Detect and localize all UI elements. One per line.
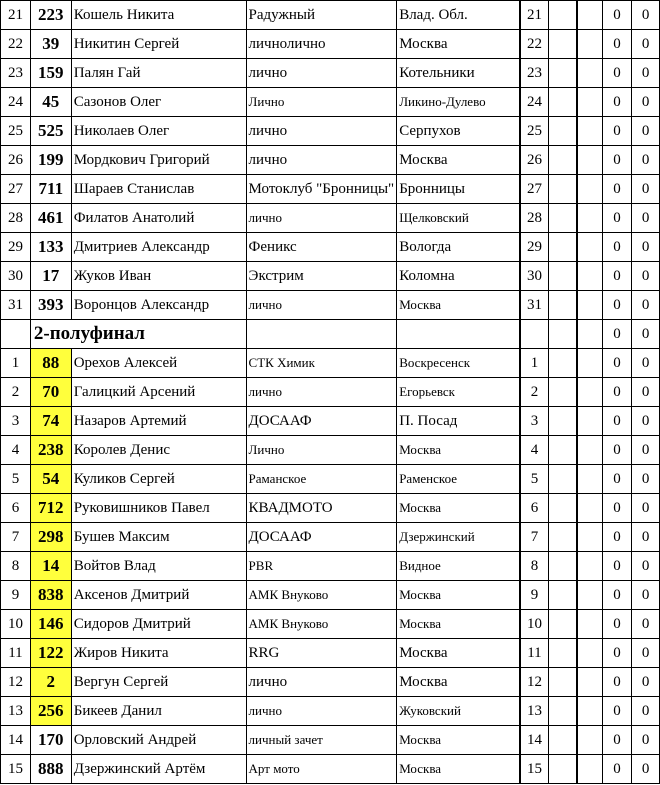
score-b-cell[interactable]: 0 bbox=[632, 59, 660, 88]
row-number-cell[interactable]: 26 bbox=[1, 146, 31, 175]
bib-number-cell[interactable]: 54 bbox=[30, 465, 71, 494]
row-number-cell[interactable]: 4 bbox=[1, 436, 31, 465]
team-cell[interactable]: Арт мото bbox=[246, 755, 397, 784]
city-cell[interactable]: Воскресенск bbox=[397, 349, 520, 378]
score-a-cell[interactable]: 0 bbox=[602, 59, 631, 88]
team-cell[interactable]: Раманское bbox=[246, 465, 397, 494]
score-a-cell[interactable]: 0 bbox=[602, 697, 631, 726]
empty-cell[interactable] bbox=[548, 581, 577, 610]
empty-cell[interactable] bbox=[577, 581, 602, 610]
bib-number-cell[interactable]: 70 bbox=[30, 378, 71, 407]
city-cell[interactable]: Дзержинский bbox=[397, 523, 520, 552]
team-cell[interactable]: лично bbox=[246, 146, 397, 175]
city-cell[interactable]: Москва bbox=[397, 668, 520, 697]
team-cell[interactable]: ДОСААФ bbox=[246, 523, 397, 552]
row-number-cell[interactable]: 9 bbox=[1, 581, 31, 610]
row-number-cell[interactable]: 7 bbox=[1, 523, 31, 552]
empty-cell[interactable] bbox=[246, 320, 397, 349]
position-cell[interactable]: 30 bbox=[520, 262, 548, 291]
position-cell[interactable]: 8 bbox=[520, 552, 548, 581]
score-a-cell[interactable]: 0 bbox=[602, 1, 631, 30]
empty-cell[interactable] bbox=[548, 59, 577, 88]
team-cell[interactable]: Радужный bbox=[246, 1, 397, 30]
bib-number-cell[interactable]: 122 bbox=[30, 639, 71, 668]
empty-cell[interactable] bbox=[548, 697, 577, 726]
table-row bbox=[1, 697, 660, 726]
rider-name-cell[interactable]: Орехов Алексей bbox=[71, 349, 246, 378]
table-row bbox=[1, 581, 660, 610]
position-cell[interactable]: 10 bbox=[520, 610, 548, 639]
row-number-cell[interactable]: 5 bbox=[1, 465, 31, 494]
position-cell[interactable]: 22 bbox=[520, 30, 548, 59]
city-cell[interactable]: Коломна bbox=[397, 262, 520, 291]
row-number-cell[interactable]: 21 bbox=[1, 1, 31, 30]
city-cell[interactable]: Влад. Обл. bbox=[397, 1, 520, 30]
row-number-cell[interactable]: 25 bbox=[1, 117, 31, 146]
table-row bbox=[1, 436, 660, 465]
city-cell[interactable]: Москва bbox=[397, 30, 520, 59]
score-a-cell[interactable]: 0 bbox=[602, 117, 631, 146]
position-cell[interactable]: 23 bbox=[520, 59, 548, 88]
score-b-cell[interactable]: 0 bbox=[632, 146, 660, 175]
empty-cell[interactable] bbox=[577, 146, 602, 175]
city-cell[interactable]: Щелковский bbox=[397, 204, 520, 233]
bib-number-cell[interactable]: 461 bbox=[30, 204, 71, 233]
table-row bbox=[1, 726, 660, 755]
row-number-cell[interactable]: 11 bbox=[1, 639, 31, 668]
rider-name-cell[interactable]: Куликов Сергей bbox=[71, 465, 246, 494]
position-cell[interactable]: 13 bbox=[520, 697, 548, 726]
team-cell[interactable]: лично bbox=[246, 204, 397, 233]
position-cell[interactable]: 11 bbox=[520, 639, 548, 668]
bib-number-cell[interactable]: 711 bbox=[30, 175, 71, 204]
empty-cell[interactable] bbox=[520, 320, 548, 349]
position-cell[interactable]: 27 bbox=[520, 175, 548, 204]
rider-name-cell[interactable]: Бушев Максим bbox=[71, 523, 246, 552]
position-cell[interactable]: 25 bbox=[520, 117, 548, 146]
empty-cell[interactable] bbox=[577, 755, 602, 784]
empty-cell[interactable] bbox=[548, 407, 577, 436]
score-b-cell[interactable]: 0 bbox=[632, 88, 660, 117]
rider-name-cell[interactable]: Шараев Станислав bbox=[71, 175, 246, 204]
empty-cell[interactable] bbox=[548, 320, 577, 349]
empty-cell[interactable] bbox=[548, 639, 577, 668]
empty-cell[interactable] bbox=[577, 639, 602, 668]
position-cell[interactable]: 1 bbox=[520, 349, 548, 378]
empty-cell[interactable] bbox=[548, 494, 577, 523]
bib-number-cell[interactable]: 74 bbox=[30, 407, 71, 436]
empty-cell[interactable] bbox=[548, 349, 577, 378]
score-b-cell[interactable]: 0 bbox=[632, 1, 660, 30]
bib-number-cell[interactable]: 199 bbox=[30, 146, 71, 175]
empty-cell[interactable] bbox=[577, 204, 602, 233]
city-cell[interactable]: Егорьевск bbox=[397, 378, 520, 407]
rider-name-cell[interactable]: Мордкович Григорий bbox=[71, 146, 246, 175]
score-b-cell[interactable]: 0 bbox=[632, 552, 660, 581]
empty-cell[interactable] bbox=[548, 523, 577, 552]
score-a-cell[interactable]: 0 bbox=[602, 291, 631, 320]
rider-name-cell[interactable]: Дмитриев Александр bbox=[71, 233, 246, 262]
rider-name-cell[interactable]: Сазонов Олег bbox=[71, 88, 246, 117]
city-cell[interactable]: Москва bbox=[397, 755, 520, 784]
empty-cell[interactable] bbox=[548, 88, 577, 117]
table-row bbox=[1, 1, 660, 30]
row-number-cell[interactable]: 6 bbox=[1, 494, 31, 523]
city-cell[interactable]: Ликино-Дулево bbox=[397, 88, 520, 117]
score-b-cell[interactable]: 0 bbox=[632, 291, 660, 320]
score-a-cell[interactable]: 0 bbox=[602, 30, 631, 59]
score-b-cell[interactable]: 0 bbox=[632, 668, 660, 697]
empty-cell[interactable] bbox=[577, 320, 602, 349]
table-row bbox=[1, 378, 660, 407]
rider-name-cell[interactable]: Николаев Олег bbox=[71, 117, 246, 146]
bib-number-cell[interactable]: 88 bbox=[30, 349, 71, 378]
bib-number-cell[interactable]: 712 bbox=[30, 494, 71, 523]
rider-name-cell[interactable]: Жуков Иван bbox=[71, 262, 246, 291]
empty-cell[interactable] bbox=[577, 697, 602, 726]
score-a-cell[interactable]: 0 bbox=[602, 668, 631, 697]
empty-cell[interactable] bbox=[548, 262, 577, 291]
city-cell[interactable]: Вологда bbox=[397, 233, 520, 262]
empty-cell[interactable] bbox=[548, 755, 577, 784]
score-b-cell[interactable]: 0 bbox=[632, 117, 660, 146]
table-row bbox=[1, 262, 660, 291]
position-cell[interactable]: 9 bbox=[520, 581, 548, 610]
city-cell[interactable]: Москва bbox=[397, 436, 520, 465]
position-cell[interactable]: 4 bbox=[520, 436, 548, 465]
score-a-cell[interactable]: 0 bbox=[602, 523, 631, 552]
bib-number-cell[interactable]: 170 bbox=[30, 726, 71, 755]
team-cell[interactable]: личный зачет bbox=[246, 726, 397, 755]
score-a-cell[interactable]: 0 bbox=[602, 494, 631, 523]
empty-cell[interactable] bbox=[577, 552, 602, 581]
empty-cell[interactable] bbox=[577, 30, 602, 59]
rider-name-cell[interactable]: Галицкий Арсений bbox=[71, 378, 246, 407]
empty-cell[interactable] bbox=[577, 88, 602, 117]
table-row bbox=[1, 88, 660, 117]
bib-number-cell[interactable]: 159 bbox=[30, 59, 71, 88]
bib-number-cell[interactable]: 223 bbox=[30, 1, 71, 30]
position-cell[interactable]: 2 bbox=[520, 378, 548, 407]
score-b-cell[interactable]: 0 bbox=[632, 610, 660, 639]
bib-number-cell[interactable]: 146 bbox=[30, 610, 71, 639]
empty-cell[interactable] bbox=[577, 494, 602, 523]
empty-cell[interactable] bbox=[577, 465, 602, 494]
rider-name-cell[interactable]: Никитин Сергей bbox=[71, 30, 246, 59]
team-cell[interactable]: ДОСААФ bbox=[246, 407, 397, 436]
empty-cell[interactable] bbox=[548, 233, 577, 262]
position-cell[interactable]: 21 bbox=[520, 1, 548, 30]
table-row bbox=[1, 117, 660, 146]
position-cell[interactable]: 28 bbox=[520, 204, 548, 233]
score-b-cell[interactable]: 0 bbox=[632, 581, 660, 610]
score-b-cell[interactable]: 0 bbox=[632, 320, 660, 349]
score-b-cell[interactable]: 0 bbox=[632, 755, 660, 784]
position-cell[interactable]: 31 bbox=[520, 291, 548, 320]
empty-cell[interactable] bbox=[548, 291, 577, 320]
empty-cell[interactable] bbox=[548, 204, 577, 233]
score-a-cell[interactable]: 0 bbox=[602, 349, 631, 378]
score-a-cell[interactable]: 0 bbox=[602, 320, 631, 349]
rider-name-cell[interactable]: Дзержинский Артём bbox=[71, 755, 246, 784]
empty-cell[interactable] bbox=[577, 349, 602, 378]
score-a-cell[interactable]: 0 bbox=[602, 146, 631, 175]
rider-name-cell[interactable]: Филатов Анатолий bbox=[71, 204, 246, 233]
empty-cell[interactable] bbox=[577, 117, 602, 146]
bib-number-cell[interactable]: 39 bbox=[30, 30, 71, 59]
empty-cell[interactable] bbox=[577, 59, 602, 88]
row-number-cell[interactable]: 23 bbox=[1, 59, 31, 88]
table-row bbox=[1, 639, 660, 668]
rider-name-cell[interactable]: Королев Денис bbox=[71, 436, 246, 465]
table-row bbox=[1, 523, 660, 552]
score-a-cell[interactable]: 0 bbox=[602, 407, 631, 436]
position-cell[interactable]: 26 bbox=[520, 146, 548, 175]
empty-cell[interactable] bbox=[397, 320, 520, 349]
score-b-cell[interactable]: 0 bbox=[632, 30, 660, 59]
section-title[interactable]: 2-полуфинал bbox=[30, 320, 246, 349]
empty-cell[interactable] bbox=[577, 175, 602, 204]
row-number-cell[interactable]: 30 bbox=[1, 262, 31, 291]
bib-number-cell[interactable]: 14 bbox=[30, 552, 71, 581]
team-cell[interactable]: лично bbox=[246, 697, 397, 726]
table-row bbox=[1, 465, 660, 494]
empty-cell[interactable] bbox=[577, 668, 602, 697]
rider-name-cell[interactable]: Жиров Никита bbox=[71, 639, 246, 668]
city-cell[interactable]: П. Посад bbox=[397, 407, 520, 436]
row-number-cell[interactable]: 1 bbox=[1, 349, 31, 378]
city-cell[interactable]: Видное bbox=[397, 552, 520, 581]
city-cell[interactable]: Москва bbox=[397, 581, 520, 610]
row-number-cell[interactable]: 12 bbox=[1, 668, 31, 697]
table-row bbox=[1, 204, 660, 233]
city-cell[interactable]: Москва bbox=[397, 639, 520, 668]
score-a-cell[interactable]: 0 bbox=[602, 639, 631, 668]
team-cell[interactable]: личнолично bbox=[246, 30, 397, 59]
rider-name-cell[interactable]: Руковишников Павел bbox=[71, 494, 246, 523]
empty-cell[interactable] bbox=[548, 610, 577, 639]
team-cell[interactable]: Лично bbox=[246, 88, 397, 117]
table-row bbox=[1, 233, 660, 262]
city-cell[interactable]: Бронницы bbox=[397, 175, 520, 204]
city-cell[interactable]: Москва bbox=[397, 610, 520, 639]
bib-number-cell[interactable]: 525 bbox=[30, 117, 71, 146]
row-number-cell[interactable]: 31 bbox=[1, 291, 31, 320]
score-a-cell[interactable]: 0 bbox=[602, 436, 631, 465]
table-row bbox=[1, 552, 660, 581]
team-cell[interactable]: лично bbox=[246, 668, 397, 697]
bib-number-cell[interactable]: 17 bbox=[30, 262, 71, 291]
row-number-cell[interactable]: 10 bbox=[1, 610, 31, 639]
score-a-cell[interactable]: 0 bbox=[602, 88, 631, 117]
score-a-cell[interactable]: 0 bbox=[602, 175, 631, 204]
rider-name-cell[interactable]: Палян Гай bbox=[71, 59, 246, 88]
position-cell[interactable]: 15 bbox=[520, 755, 548, 784]
empty-cell[interactable] bbox=[548, 436, 577, 465]
empty-cell[interactable] bbox=[577, 436, 602, 465]
score-b-cell[interactable]: 0 bbox=[632, 436, 660, 465]
team-cell[interactable]: RRG bbox=[246, 639, 397, 668]
empty-cell[interactable] bbox=[577, 233, 602, 262]
table-row bbox=[1, 30, 660, 59]
rider-name-cell[interactable]: Войтов Влад bbox=[71, 552, 246, 581]
city-cell[interactable]: Котельники bbox=[397, 59, 520, 88]
team-cell[interactable]: лично bbox=[246, 117, 397, 146]
bib-number-cell[interactable]: 838 bbox=[30, 581, 71, 610]
row-number-cell[interactable]: 2 bbox=[1, 378, 31, 407]
table-row bbox=[1, 291, 660, 320]
score-a-cell[interactable]: 0 bbox=[602, 204, 631, 233]
score-b-cell[interactable]: 0 bbox=[632, 349, 660, 378]
row-number-cell[interactable]: 29 bbox=[1, 233, 31, 262]
score-a-cell[interactable]: 0 bbox=[602, 610, 631, 639]
score-a-cell[interactable]: 0 bbox=[602, 262, 631, 291]
score-a-cell[interactable]: 0 bbox=[602, 581, 631, 610]
empty-cell[interactable] bbox=[577, 378, 602, 407]
score-a-cell[interactable]: 0 bbox=[602, 755, 631, 784]
bib-number-cell[interactable]: 888 bbox=[30, 755, 71, 784]
score-b-cell[interactable]: 0 bbox=[632, 175, 660, 204]
team-cell[interactable]: АМК Внуково bbox=[246, 581, 397, 610]
table-row bbox=[1, 146, 660, 175]
team-cell[interactable]: PBR bbox=[246, 552, 397, 581]
team-cell[interactable]: лично bbox=[246, 59, 397, 88]
empty-cell[interactable] bbox=[577, 262, 602, 291]
row-number-cell[interactable]: 3 bbox=[1, 407, 31, 436]
score-b-cell[interactable]: 0 bbox=[632, 465, 660, 494]
rider-name-cell[interactable]: Назаров Артемий bbox=[71, 407, 246, 436]
empty-cell[interactable] bbox=[548, 726, 577, 755]
city-cell[interactable]: Москва bbox=[397, 291, 520, 320]
score-b-cell[interactable]: 0 bbox=[632, 523, 660, 552]
position-cell[interactable]: 12 bbox=[520, 668, 548, 697]
score-a-cell[interactable]: 0 bbox=[602, 233, 631, 262]
score-a-cell[interactable]: 0 bbox=[602, 378, 631, 407]
row-number-cell[interactable]: 15 bbox=[1, 755, 31, 784]
rider-name-cell[interactable]: Кошель Никита bbox=[71, 1, 246, 30]
rider-name-cell[interactable]: Вергун Сергей bbox=[71, 668, 246, 697]
score-b-cell[interactable]: 0 bbox=[632, 494, 660, 523]
empty-cell[interactable] bbox=[548, 175, 577, 204]
empty-cell[interactable] bbox=[577, 726, 602, 755]
city-cell[interactable]: Москва bbox=[397, 494, 520, 523]
city-cell[interactable]: Москва bbox=[397, 146, 520, 175]
empty-cell[interactable] bbox=[548, 378, 577, 407]
table-row bbox=[1, 349, 660, 378]
row-number-cell[interactable]: 24 bbox=[1, 88, 31, 117]
empty-cell[interactable] bbox=[577, 291, 602, 320]
table-row bbox=[1, 755, 660, 784]
empty-cell[interactable] bbox=[548, 30, 577, 59]
score-b-cell[interactable]: 0 bbox=[632, 726, 660, 755]
score-a-cell[interactable]: 0 bbox=[602, 552, 631, 581]
rider-name-cell[interactable]: Орловский Андрей bbox=[71, 726, 246, 755]
rider-name-cell[interactable]: Бикеев Данил bbox=[71, 697, 246, 726]
empty-cell[interactable] bbox=[1, 320, 31, 349]
score-b-cell[interactable]: 0 bbox=[632, 407, 660, 436]
position-cell[interactable]: 5 bbox=[520, 465, 548, 494]
team-cell[interactable]: КВАДМОТО bbox=[246, 494, 397, 523]
empty-cell[interactable] bbox=[548, 117, 577, 146]
table-row bbox=[1, 59, 660, 88]
section-header-row bbox=[1, 320, 660, 349]
score-b-cell[interactable]: 0 bbox=[632, 204, 660, 233]
team-cell[interactable]: АМК Внуково bbox=[246, 610, 397, 639]
rider-name-cell[interactable]: Аксенов Дмитрий bbox=[71, 581, 246, 610]
city-cell[interactable]: Серпухов bbox=[397, 117, 520, 146]
position-cell[interactable]: 7 bbox=[520, 523, 548, 552]
bib-number-cell[interactable]: 298 bbox=[30, 523, 71, 552]
city-cell[interactable]: Москва bbox=[397, 726, 520, 755]
city-cell[interactable]: Жуковский bbox=[397, 697, 520, 726]
table-row bbox=[1, 668, 660, 697]
table-row bbox=[1, 494, 660, 523]
team-cell[interactable]: лично bbox=[246, 378, 397, 407]
bib-number-cell[interactable]: 256 bbox=[30, 697, 71, 726]
row-number-cell[interactable]: 28 bbox=[1, 204, 31, 233]
row-number-cell[interactable]: 22 bbox=[1, 30, 31, 59]
score-a-cell[interactable]: 0 bbox=[602, 465, 631, 494]
empty-cell[interactable] bbox=[548, 1, 577, 30]
empty-cell[interactable] bbox=[577, 523, 602, 552]
empty-cell[interactable] bbox=[577, 407, 602, 436]
rider-name-cell[interactable]: Сидоров Дмитрий bbox=[71, 610, 246, 639]
score-b-cell[interactable]: 0 bbox=[632, 639, 660, 668]
bib-number-cell[interactable]: 45 bbox=[30, 88, 71, 117]
team-cell[interactable]: лично bbox=[246, 291, 397, 320]
team-cell[interactable]: Мотоклуб "Бронницы" bbox=[246, 175, 397, 204]
bib-number-cell[interactable]: 393 bbox=[30, 291, 71, 320]
row-number-cell[interactable]: 14 bbox=[1, 726, 31, 755]
empty-cell[interactable] bbox=[548, 668, 577, 697]
bib-number-cell[interactable]: 2 bbox=[30, 668, 71, 697]
score-a-cell[interactable]: 0 bbox=[602, 726, 631, 755]
table-row bbox=[1, 175, 660, 204]
table-row bbox=[1, 610, 660, 639]
position-cell[interactable]: 24 bbox=[520, 88, 548, 117]
score-b-cell[interactable]: 0 bbox=[632, 378, 660, 407]
row-number-cell[interactable]: 8 bbox=[1, 552, 31, 581]
score-b-cell[interactable]: 0 bbox=[632, 697, 660, 726]
city-cell[interactable]: Раменское bbox=[397, 465, 520, 494]
row-number-cell[interactable]: 27 bbox=[1, 175, 31, 204]
team-cell[interactable]: Экстрим bbox=[246, 262, 397, 291]
position-cell[interactable]: 3 bbox=[520, 407, 548, 436]
team-cell[interactable]: Лично bbox=[246, 436, 397, 465]
team-cell[interactable]: СТК Химик bbox=[246, 349, 397, 378]
bib-number-cell[interactable]: 133 bbox=[30, 233, 71, 262]
row-number-cell[interactable]: 13 bbox=[1, 697, 31, 726]
empty-cell[interactable] bbox=[548, 465, 577, 494]
rider-name-cell[interactable]: Воронцов Александр bbox=[71, 291, 246, 320]
empty-cell[interactable] bbox=[548, 146, 577, 175]
position-cell[interactable]: 6 bbox=[520, 494, 548, 523]
empty-cell[interactable] bbox=[548, 552, 577, 581]
score-b-cell[interactable]: 0 bbox=[632, 262, 660, 291]
position-cell[interactable]: 14 bbox=[520, 726, 548, 755]
empty-cell[interactable] bbox=[577, 610, 602, 639]
empty-cell[interactable] bbox=[577, 1, 602, 30]
score-b-cell[interactable]: 0 bbox=[632, 233, 660, 262]
team-cell[interactable]: Феникс bbox=[246, 233, 397, 262]
position-cell[interactable]: 29 bbox=[520, 233, 548, 262]
bib-number-cell[interactable]: 238 bbox=[30, 436, 71, 465]
table-row bbox=[1, 407, 660, 436]
